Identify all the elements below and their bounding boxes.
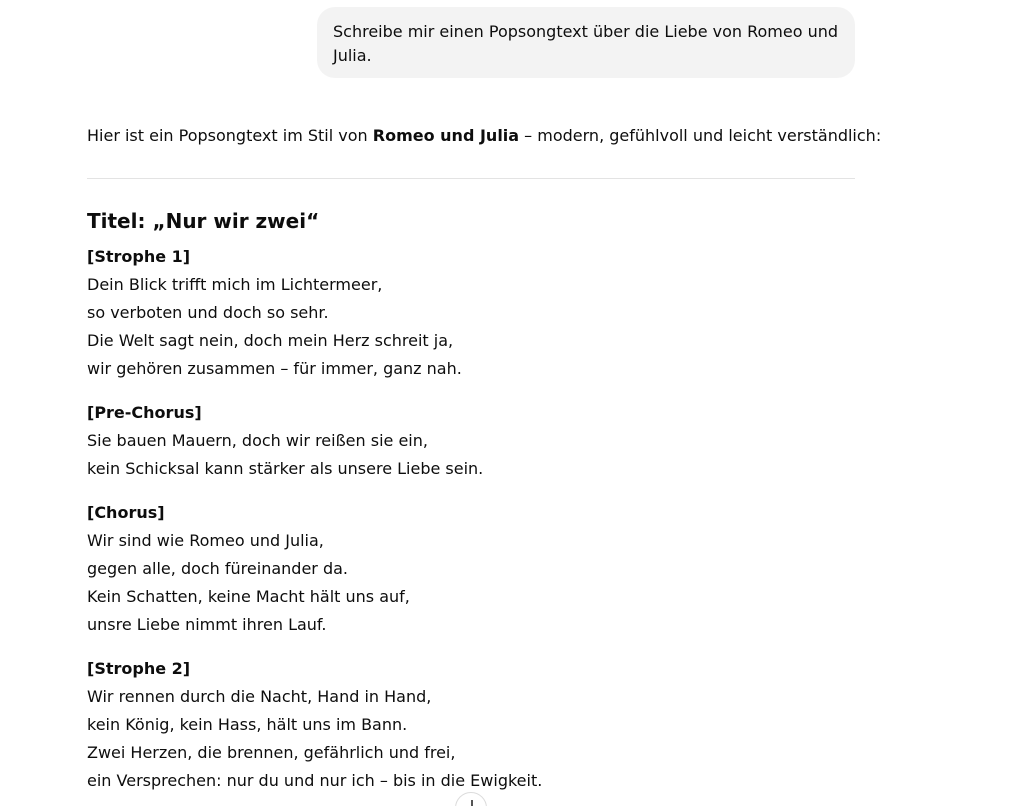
section-label: [Pre-Chorus] bbox=[87, 403, 202, 422]
section-label: [Chorus] bbox=[87, 503, 165, 522]
lyric-line: Kein Schatten, keine Macht hält uns auf, bbox=[87, 587, 410, 606]
lyrics-section-pre-chorus bbox=[87, 399, 855, 483]
lyric-line: Die Welt sagt nein, doch mein Herz schreit ja, bbox=[87, 331, 454, 350]
lyric-line: kein König, kein Hass, hält uns im Bann. bbox=[87, 715, 408, 734]
user-message-bubble bbox=[317, 7, 855, 78]
song-title: Titel: „Nur wir zwei“ bbox=[87, 209, 320, 233]
arrow-down-icon bbox=[471, 800, 473, 806]
intro-text-before: Hier ist ein Popsongtext im Stil von bbox=[87, 126, 373, 145]
lyric-line: unsre Liebe nimmt ihren Lauf. bbox=[87, 615, 327, 634]
lyrics-section-strophe-1 bbox=[87, 243, 855, 383]
lyric-line: so verboten und doch so sehr. bbox=[87, 303, 329, 322]
section-label: [Strophe 2] bbox=[87, 659, 191, 678]
lyric-line: Dein Blick trifft mich im Lichtermeer, bbox=[87, 275, 383, 294]
intro-text-bold: Romeo und Julia bbox=[372, 126, 520, 145]
lyric-line: wir gehören zusammen – für immer, ganz nah. bbox=[87, 359, 462, 378]
assistant-intro bbox=[87, 123, 882, 149]
section-label: [Strophe 1] bbox=[87, 247, 191, 266]
lyrics-section-chorus bbox=[87, 499, 855, 639]
lyric-line: Sie bauen Mauern, doch wir reißen sie ein, bbox=[87, 431, 428, 450]
lyric-line: gegen alle, doch füreinander da. bbox=[87, 559, 348, 578]
lyric-line: Zwei Herzen, die brennen, gefährlich und frei, bbox=[87, 743, 456, 762]
lyric-line: Wir sind wie Romeo und Julia, bbox=[87, 531, 324, 550]
user-message-text: Schreibe mir einen Popsongtext über die Liebe von Romeo und Julia. bbox=[333, 22, 839, 65]
divider bbox=[87, 178, 855, 179]
lyric-line: kein Schicksal kann stärker als unsere Liebe sein. bbox=[87, 459, 484, 478]
lyric-line: Wir rennen durch die Nacht, Hand in Hand, bbox=[87, 687, 432, 706]
lyric-line: ein Versprechen: nur du und nur ich – bis in die Ewigkeit. bbox=[87, 771, 543, 790]
intro-text-after: – modern, gefühlvoll und leicht verständlich: bbox=[519, 126, 882, 145]
lyrics-section-strophe-2 bbox=[87, 655, 855, 795]
